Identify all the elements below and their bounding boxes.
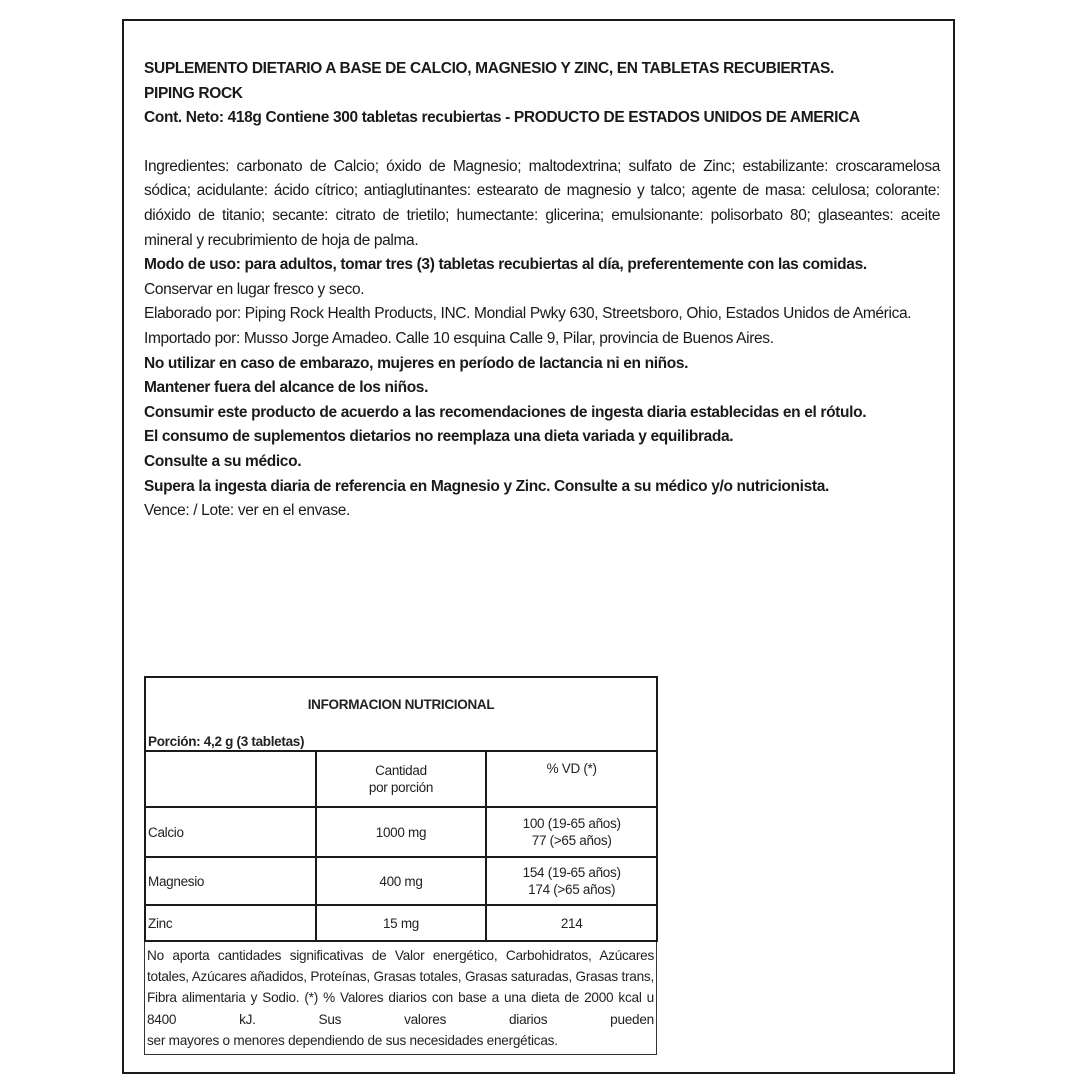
label-content <box>144 57 940 524</box>
footnote-line: No aporta cantidades significativas de Valor energético, Carbohidratos, <box>147 948 592 963</box>
dv-line2: 174 (>65 años) <box>528 882 616 897</box>
header-amount-line2: por porción <box>368 780 434 795</box>
nutrient-dv <box>486 857 657 905</box>
footnote-line: saturadas, Grasas trans, Fibra alimentaria y Sodio. (*) % Valores diarios <box>147 969 655 1006</box>
table-row <box>145 905 657 941</box>
dv-line1: 100 (19-65 años) <box>522 816 621 831</box>
table-header-row <box>145 751 657 807</box>
nutrient-amount: 1000 mg <box>316 807 487 857</box>
net-content: Cont. Neto: 418g Contiene 300 tabletas recubiertas - PRODUCTO DE ESTADOS UNIDOS DE AMERICA <box>144 109 860 127</box>
nutrient-dv <box>486 807 657 857</box>
importer-text: Importado por: Musso Jorge Amadeo. Calle 10 esquina Calle 9, Pilar, provincia de Buenos Aires. <box>144 329 774 347</box>
brand-name: PIPING ROCK <box>144 84 243 102</box>
nutrient-name: Calcio <box>145 807 316 857</box>
nutrition-title-cell <box>145 677 657 751</box>
nutrient-dv: 214 <box>486 905 657 941</box>
ingredients-text: Ingredientes: carbonato de Calcio; óxido de Magnesio; maltodextrina; sulfato de Zinc; estabilizante: croscaramelosa sódica; acidulante: ácido cítrico; antiaglutinantes: estearato de magnesio y talco; agente de masa: celulosa; colorante: dióxido de titanio; secante: citrato de trietilo; humectante: glicerina; emulsionante: polisorbato 80; glaseantes: aceite mineral y recubrimiento de hoja de palma. <box>144 157 940 249</box>
footnote-line: con base a una dieta de 2000 kcal u 8400 kJ. Sus valores diarios pueden <box>147 990 654 1027</box>
table-row <box>145 807 657 857</box>
usage-instructions: Modo de uso: para adultos, tomar tres (3) tabletas recubiertas al día, preferentemente con las comidas. <box>144 256 867 274</box>
nutrient-name: Magnesio <box>145 857 316 905</box>
nutrition-facts <box>144 676 658 1055</box>
header-amount-line1: Cantidad <box>375 763 427 778</box>
manufacturer-text: Elaborado por: Piping Rock Health Products, INC. Mondial Pwky 630, Streetsboro, Ohio, Estados Unidos de América. <box>144 305 912 323</box>
warning-pregnancy: No utilizar en caso de embarazo, mujeres en período de lactancia ni en niños. <box>144 354 689 372</box>
nutrition-table <box>144 676 658 942</box>
nutrient-amount: 400 mg <box>316 857 487 905</box>
product-title: SUPLEMENTO DIETARIO A BASE DE CALCIO, MAGNESIO Y ZINC, EN TABLETAS RECUBIERTAS. <box>144 60 834 77</box>
portion-size: Porción: 4,2 g (3 tabletas) <box>148 734 305 749</box>
dv-line2: 77 (>65 años) <box>531 833 612 848</box>
table-row <box>145 857 657 905</box>
storage-text: Conservar en lugar fresco y seco. <box>144 280 365 298</box>
warning-dosage: Consumir este producto de acuerdo a las recomendaciones de ingesta diaria establecidas en el rótulo. <box>144 403 867 421</box>
header-amount <box>316 751 487 807</box>
footnote-line: Azúcares totales, Azúcares añadidos, Proteínas, Grasas totales, Grasas <box>147 948 654 985</box>
warning-diet: El consumo de suplementos dietarios no reemplaza una dieta variada y equilibrada. <box>144 428 734 446</box>
header-nutrient <box>145 751 316 807</box>
nutrient-name: Zinc <box>145 905 316 941</box>
nutrition-footnote <box>144 942 657 1055</box>
nutrition-title: INFORMACION NUTRICIONAL <box>307 697 495 712</box>
warning-exceeds-intake: Supera la ingesta diaria de referencia en Magnesio y Zinc. Consulte a su médico y/o nutricionista. <box>144 477 829 495</box>
dv-line1: 154 (19-65 años) <box>522 865 621 880</box>
nutrient-amount: 15 mg <box>316 905 487 941</box>
footnote-line: ser mayores o menores dependiendo de sus necesidades energéticas. <box>147 1032 558 1048</box>
expiry-text: Vence: / Lote: ver en el envase. <box>144 502 350 520</box>
warning-consult: Consulte a su médico. <box>144 452 302 470</box>
warning-children: Mantener fuera del alcance de los niños. <box>144 379 429 397</box>
header-dv: % VD (*) <box>486 751 657 807</box>
spacer <box>144 131 940 155</box>
